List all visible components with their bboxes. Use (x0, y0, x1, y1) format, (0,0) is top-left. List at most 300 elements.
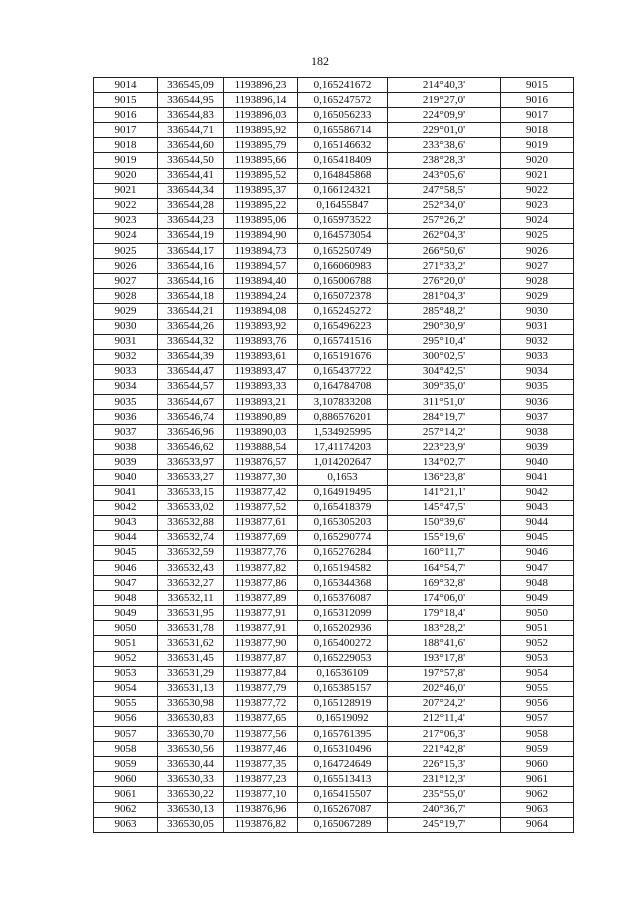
bearing-cell: 155°19,6' (388, 530, 501, 545)
y-coordinate-cell: 1193876,82 (224, 817, 298, 832)
x-coordinate-cell: 336544,18 (158, 289, 224, 304)
bearing-cell: 214°40,3' (388, 78, 501, 93)
next-point-cell: 9059 (501, 742, 574, 757)
distance-cell: 3,107833208 (298, 394, 388, 409)
next-point-cell: 9025 (501, 228, 574, 243)
next-point-cell: 9033 (501, 349, 574, 364)
table-row (94, 651, 574, 666)
x-coordinate-cell: 336532,74 (158, 530, 224, 545)
point-number-cell: 9056 (94, 711, 158, 726)
table-row (94, 319, 574, 334)
table-row (94, 606, 574, 621)
bearing-cell: 221°42,8' (388, 742, 501, 757)
distance-cell: 0,165305203 (298, 515, 388, 530)
distance-cell: 0,165586714 (298, 123, 388, 138)
x-coordinate-cell: 336545,09 (158, 78, 224, 93)
table-row (94, 304, 574, 319)
next-point-cell: 9035 (501, 379, 574, 394)
x-coordinate-cell: 336530,70 (158, 727, 224, 742)
point-number-cell: 9059 (94, 757, 158, 772)
bearing-cell: 229°01,0' (388, 123, 501, 138)
y-coordinate-cell: 1193876,96 (224, 802, 298, 817)
x-coordinate-cell: 336530,83 (158, 711, 224, 726)
point-number-cell: 9014 (94, 78, 158, 93)
x-coordinate-cell: 336530,56 (158, 742, 224, 757)
y-coordinate-cell: 1193894,40 (224, 274, 298, 289)
bearing-cell: 300°02,5' (388, 349, 501, 364)
next-point-cell: 9064 (501, 817, 574, 832)
bearing-cell: 271°33,2' (388, 259, 501, 274)
distance-cell: 0,165241672 (298, 78, 388, 93)
distance-cell: 0,164573054 (298, 228, 388, 243)
next-point-cell: 9042 (501, 485, 574, 500)
next-point-cell: 9017 (501, 108, 574, 123)
next-point-cell: 9020 (501, 153, 574, 168)
table-row (94, 817, 574, 832)
next-point-cell: 9038 (501, 425, 574, 440)
table-row (94, 455, 574, 470)
x-coordinate-cell: 336544,32 (158, 334, 224, 349)
distance-cell: 0,164919495 (298, 485, 388, 500)
bearing-cell: 281°04,3' (388, 289, 501, 304)
distance-cell: 0,165146632 (298, 138, 388, 153)
point-number-cell: 9029 (94, 304, 158, 319)
y-coordinate-cell: 1193876,57 (224, 455, 298, 470)
point-number-cell: 9018 (94, 138, 158, 153)
distance-cell: 0,165245272 (298, 304, 388, 319)
point-number-cell: 9025 (94, 244, 158, 259)
point-number-cell: 9035 (94, 394, 158, 409)
bearing-cell: 169°32,8' (388, 576, 501, 591)
point-number-cell: 9017 (94, 123, 158, 138)
next-point-cell: 9052 (501, 636, 574, 651)
x-coordinate-cell: 336546,96 (158, 425, 224, 440)
distance-cell: 0,165276284 (298, 545, 388, 560)
x-coordinate-cell: 336544,57 (158, 379, 224, 394)
distance-cell: 0,165385157 (298, 681, 388, 696)
x-coordinate-cell: 336544,26 (158, 319, 224, 334)
table-row (94, 666, 574, 681)
y-coordinate-cell: 1193877,65 (224, 711, 298, 726)
point-number-cell: 9016 (94, 108, 158, 123)
point-number-cell: 9050 (94, 621, 158, 636)
x-coordinate-cell: 336531,78 (158, 621, 224, 636)
bearing-cell: 134°02,7' (388, 455, 501, 470)
y-coordinate-cell: 1193877,42 (224, 485, 298, 500)
next-point-cell: 9060 (501, 757, 574, 772)
distance-cell: 0,886576201 (298, 410, 388, 425)
next-point-cell: 9063 (501, 802, 574, 817)
next-point-cell: 9048 (501, 576, 574, 591)
x-coordinate-cell: 336546,74 (158, 410, 224, 425)
distance-cell: 0,165056233 (298, 108, 388, 123)
x-coordinate-cell: 336544,95 (158, 93, 224, 108)
bearing-cell: 164°54,7' (388, 561, 501, 576)
point-number-cell: 9031 (94, 334, 158, 349)
y-coordinate-cell: 1193896,03 (224, 108, 298, 123)
bearing-cell: 266°50,6' (388, 244, 501, 259)
next-point-cell: 9058 (501, 727, 574, 742)
table-row (94, 123, 574, 138)
point-number-cell: 9030 (94, 319, 158, 334)
next-point-cell: 9055 (501, 681, 574, 696)
bearing-cell: 150°39,6' (388, 515, 501, 530)
distance-cell: 0,16519092 (298, 711, 388, 726)
table-row (94, 213, 574, 228)
bearing-cell: 295°10,4' (388, 334, 501, 349)
next-point-cell: 9051 (501, 621, 574, 636)
x-coordinate-cell: 336531,62 (158, 636, 224, 651)
x-coordinate-cell: 336531,29 (158, 666, 224, 681)
next-point-cell: 9050 (501, 606, 574, 621)
page-number: 182 (311, 54, 329, 68)
distance-cell: 0,165741516 (298, 334, 388, 349)
table-row (94, 379, 574, 394)
x-coordinate-cell: 336533,15 (158, 485, 224, 500)
point-number-cell: 9042 (94, 500, 158, 515)
x-coordinate-cell: 336544,41 (158, 168, 224, 183)
y-coordinate-cell: 1193893,21 (224, 394, 298, 409)
bearing-cell: 247°58,5' (388, 183, 501, 198)
distance-cell: 0,165194582 (298, 561, 388, 576)
next-point-cell: 9062 (501, 787, 574, 802)
point-number-cell: 9027 (94, 274, 158, 289)
table-row (94, 153, 574, 168)
bearing-cell: 219°27,0' (388, 93, 501, 108)
point-number-cell: 9045 (94, 545, 158, 560)
point-number-cell: 9033 (94, 364, 158, 379)
y-coordinate-cell: 1193877,61 (224, 515, 298, 530)
x-coordinate-cell: 336544,83 (158, 108, 224, 123)
bearing-cell: 284°19,7' (388, 410, 501, 425)
point-number-cell: 9023 (94, 213, 158, 228)
point-number-cell: 9043 (94, 515, 158, 530)
bearing-cell: 240°36,7' (388, 802, 501, 817)
table-row (94, 244, 574, 259)
y-coordinate-cell: 1193893,33 (224, 379, 298, 394)
bearing-cell: 243°05,6' (388, 168, 501, 183)
bearing-cell: 193°17,8' (388, 651, 501, 666)
table-row (94, 425, 574, 440)
x-coordinate-cell: 336533,97 (158, 455, 224, 470)
y-coordinate-cell: 1193877,84 (224, 666, 298, 681)
x-coordinate-cell: 336544,23 (158, 213, 224, 228)
table-row (94, 289, 574, 304)
next-point-cell: 9039 (501, 440, 574, 455)
x-coordinate-cell: 336531,13 (158, 681, 224, 696)
x-coordinate-cell: 336544,47 (158, 364, 224, 379)
table-row (94, 576, 574, 591)
point-number-cell: 9063 (94, 817, 158, 832)
next-point-cell: 9034 (501, 364, 574, 379)
bearing-cell: 145°47,5' (388, 500, 501, 515)
table-row (94, 168, 574, 183)
distance-cell: 0,166060983 (298, 259, 388, 274)
point-number-cell: 9054 (94, 681, 158, 696)
next-point-cell: 9053 (501, 651, 574, 666)
y-coordinate-cell: 1193895,79 (224, 138, 298, 153)
next-point-cell: 9029 (501, 289, 574, 304)
x-coordinate-cell: 336544,34 (158, 183, 224, 198)
distance-cell: 0,165202936 (298, 621, 388, 636)
bearing-cell: 262°04,3' (388, 228, 501, 243)
table-row (94, 228, 574, 243)
y-coordinate-cell: 1193894,08 (224, 304, 298, 319)
y-coordinate-cell: 1193893,76 (224, 334, 298, 349)
table-row (94, 711, 574, 726)
point-number-cell: 9020 (94, 168, 158, 183)
point-number-cell: 9051 (94, 636, 158, 651)
x-coordinate-cell: 336530,98 (158, 696, 224, 711)
y-coordinate-cell: 1193895,92 (224, 123, 298, 138)
x-coordinate-cell: 336531,45 (158, 651, 224, 666)
next-point-cell: 9019 (501, 138, 574, 153)
table-row (94, 349, 574, 364)
x-coordinate-cell: 336546,62 (158, 440, 224, 455)
x-coordinate-cell: 336532,27 (158, 576, 224, 591)
next-point-cell: 9040 (501, 455, 574, 470)
x-coordinate-cell: 336530,44 (158, 757, 224, 772)
bearing-cell: 304°42,5' (388, 364, 501, 379)
distance-cell: 0,16455847 (298, 198, 388, 213)
point-number-cell: 9041 (94, 485, 158, 500)
y-coordinate-cell: 1193893,47 (224, 364, 298, 379)
distance-cell: 17,41174203 (298, 440, 388, 455)
next-point-cell: 9028 (501, 274, 574, 289)
table-row (94, 681, 574, 696)
point-number-cell: 9028 (94, 289, 158, 304)
table-row (94, 485, 574, 500)
y-coordinate-cell: 1193893,61 (224, 349, 298, 364)
y-coordinate-cell: 1193877,91 (224, 606, 298, 621)
point-number-cell: 9015 (94, 93, 158, 108)
point-number-cell: 9038 (94, 440, 158, 455)
distance-cell: 0,165250749 (298, 244, 388, 259)
point-number-cell: 9060 (94, 772, 158, 787)
point-number-cell: 9058 (94, 742, 158, 757)
bearing-cell: 231°12,3' (388, 772, 501, 787)
y-coordinate-cell: 1193877,35 (224, 757, 298, 772)
bearing-cell: 224°09,9' (388, 108, 501, 123)
y-coordinate-cell: 1193895,22 (224, 198, 298, 213)
bearing-cell: 257°26,2' (388, 213, 501, 228)
table-row (94, 530, 574, 545)
y-coordinate-cell: 1193877,10 (224, 787, 298, 802)
bearing-cell: 136°23,8' (388, 470, 501, 485)
table-row (94, 198, 574, 213)
x-coordinate-cell: 336530,22 (158, 787, 224, 802)
next-point-cell: 9037 (501, 410, 574, 425)
table-row (94, 334, 574, 349)
distance-cell: 0,165128919 (298, 696, 388, 711)
distance-cell: 0,165312099 (298, 606, 388, 621)
distance-cell: 0,16536109 (298, 666, 388, 681)
table-row (94, 394, 574, 409)
bearing-cell: 252°34,0' (388, 198, 501, 213)
y-coordinate-cell: 1193888,54 (224, 440, 298, 455)
bearing-cell: 217°06,3' (388, 727, 501, 742)
distance-cell: 0,165191676 (298, 349, 388, 364)
table-row (94, 440, 574, 455)
y-coordinate-cell: 1193877,46 (224, 742, 298, 757)
x-coordinate-cell: 336531,95 (158, 606, 224, 621)
distance-cell: 1,534925995 (298, 425, 388, 440)
point-number-cell: 9061 (94, 787, 158, 802)
y-coordinate-cell: 1193877,30 (224, 470, 298, 485)
point-number-cell: 9024 (94, 228, 158, 243)
table-row (94, 93, 574, 108)
table-row (94, 727, 574, 742)
distance-cell: 0,164724649 (298, 757, 388, 772)
next-point-cell: 9044 (501, 515, 574, 530)
table-row (94, 591, 574, 606)
bearing-cell: 257°14,2' (388, 425, 501, 440)
next-point-cell: 9023 (501, 198, 574, 213)
y-coordinate-cell: 1193890,03 (224, 425, 298, 440)
y-coordinate-cell: 1193895,52 (224, 168, 298, 183)
y-coordinate-cell: 1193894,90 (224, 228, 298, 243)
x-coordinate-cell: 336544,50 (158, 153, 224, 168)
table-row (94, 787, 574, 802)
distance-cell: 0,165344368 (298, 576, 388, 591)
y-coordinate-cell: 1193877,89 (224, 591, 298, 606)
coordinates-table-body (94, 78, 574, 833)
point-number-cell: 9052 (94, 651, 158, 666)
y-coordinate-cell: 1193877,87 (224, 651, 298, 666)
distance-cell: 0,166124321 (298, 183, 388, 198)
distance-cell: 0,165229053 (298, 651, 388, 666)
table-row (94, 410, 574, 425)
distance-cell: 0,165290774 (298, 530, 388, 545)
bearing-cell: 309°35,0' (388, 379, 501, 394)
point-number-cell: 9049 (94, 606, 158, 621)
y-coordinate-cell: 1193877,23 (224, 772, 298, 787)
coordinates-table (93, 77, 574, 833)
next-point-cell: 9032 (501, 334, 574, 349)
table-row (94, 802, 574, 817)
distance-cell: 0,165267087 (298, 802, 388, 817)
point-number-cell: 9062 (94, 802, 158, 817)
x-coordinate-cell: 336530,33 (158, 772, 224, 787)
point-number-cell: 9046 (94, 561, 158, 576)
bearing-cell: 160°11,7' (388, 545, 501, 560)
y-coordinate-cell: 1193890,89 (224, 410, 298, 425)
next-point-cell: 9054 (501, 666, 574, 681)
bearing-cell: 197°57,8' (388, 666, 501, 681)
point-number-cell: 9021 (94, 183, 158, 198)
y-coordinate-cell: 1193877,56 (224, 727, 298, 742)
distance-cell: 0,165761395 (298, 727, 388, 742)
next-point-cell: 9045 (501, 530, 574, 545)
next-point-cell: 9026 (501, 244, 574, 259)
next-point-cell: 9041 (501, 470, 574, 485)
bearing-cell: 226°15,3' (388, 757, 501, 772)
x-coordinate-cell: 336530,13 (158, 802, 224, 817)
table-row (94, 78, 574, 93)
distance-cell: 0,165418379 (298, 500, 388, 515)
distance-cell: 0,165072378 (298, 289, 388, 304)
point-number-cell: 9022 (94, 198, 158, 213)
point-number-cell: 9044 (94, 530, 158, 545)
distance-cell: 0,164845868 (298, 168, 388, 183)
bearing-cell: 238°28,3' (388, 153, 501, 168)
next-point-cell: 9031 (501, 319, 574, 334)
table-row (94, 515, 574, 530)
x-coordinate-cell: 336544,19 (158, 228, 224, 243)
y-coordinate-cell: 1193877,82 (224, 561, 298, 576)
point-number-cell: 9057 (94, 727, 158, 742)
table-row (94, 470, 574, 485)
next-point-cell: 9036 (501, 394, 574, 409)
next-point-cell: 9046 (501, 545, 574, 560)
point-number-cell: 9032 (94, 349, 158, 364)
bearing-cell: 207°24,2' (388, 696, 501, 711)
distance-cell: 0,165418409 (298, 153, 388, 168)
next-point-cell: 9049 (501, 591, 574, 606)
y-coordinate-cell: 1193894,24 (224, 289, 298, 304)
table-row (94, 772, 574, 787)
x-coordinate-cell: 336544,28 (158, 198, 224, 213)
table-row (94, 108, 574, 123)
x-coordinate-cell: 336533,27 (158, 470, 224, 485)
x-coordinate-cell: 336532,43 (158, 561, 224, 576)
bearing-cell: 276°20,0' (388, 274, 501, 289)
next-point-cell: 9030 (501, 304, 574, 319)
y-coordinate-cell: 1193895,66 (224, 153, 298, 168)
table-row (94, 696, 574, 711)
x-coordinate-cell: 336544,39 (158, 349, 224, 364)
next-point-cell: 9022 (501, 183, 574, 198)
distance-cell: 0,165437722 (298, 364, 388, 379)
bearing-cell: 223°23,9' (388, 440, 501, 455)
distance-cell: 0,165247572 (298, 93, 388, 108)
x-coordinate-cell: 336544,16 (158, 259, 224, 274)
table-row (94, 545, 574, 560)
next-point-cell: 9024 (501, 213, 574, 228)
distance-cell: 0,165006788 (298, 274, 388, 289)
x-coordinate-cell: 336544,16 (158, 274, 224, 289)
table-row (94, 621, 574, 636)
distance-cell: 0,165415507 (298, 787, 388, 802)
bearing-cell: 311°51,0' (388, 394, 501, 409)
y-coordinate-cell: 1193877,76 (224, 545, 298, 560)
y-coordinate-cell: 1193896,14 (224, 93, 298, 108)
x-coordinate-cell: 336533,02 (158, 500, 224, 515)
next-point-cell: 9021 (501, 168, 574, 183)
point-number-cell: 9055 (94, 696, 158, 711)
y-coordinate-cell: 1193877,86 (224, 576, 298, 591)
y-coordinate-cell: 1193894,57 (224, 259, 298, 274)
distance-cell: 0,165513413 (298, 772, 388, 787)
x-coordinate-cell: 336544,21 (158, 304, 224, 319)
x-coordinate-cell: 336544,71 (158, 123, 224, 138)
bearing-cell: 235°55,0' (388, 787, 501, 802)
bearing-cell: 285°48,2' (388, 304, 501, 319)
bearing-cell: 188°41,6' (388, 636, 501, 651)
distance-cell: 0,165376087 (298, 591, 388, 606)
point-number-cell: 9053 (94, 666, 158, 681)
y-coordinate-cell: 1193896,23 (224, 78, 298, 93)
y-coordinate-cell: 1193895,06 (224, 213, 298, 228)
x-coordinate-cell: 336544,17 (158, 244, 224, 259)
point-number-cell: 9026 (94, 259, 158, 274)
distance-cell: 0,1653 (298, 470, 388, 485)
x-coordinate-cell: 336532,59 (158, 545, 224, 560)
next-point-cell: 9043 (501, 500, 574, 515)
distance-cell: 0,165496223 (298, 319, 388, 334)
table-row (94, 259, 574, 274)
point-number-cell: 9040 (94, 470, 158, 485)
